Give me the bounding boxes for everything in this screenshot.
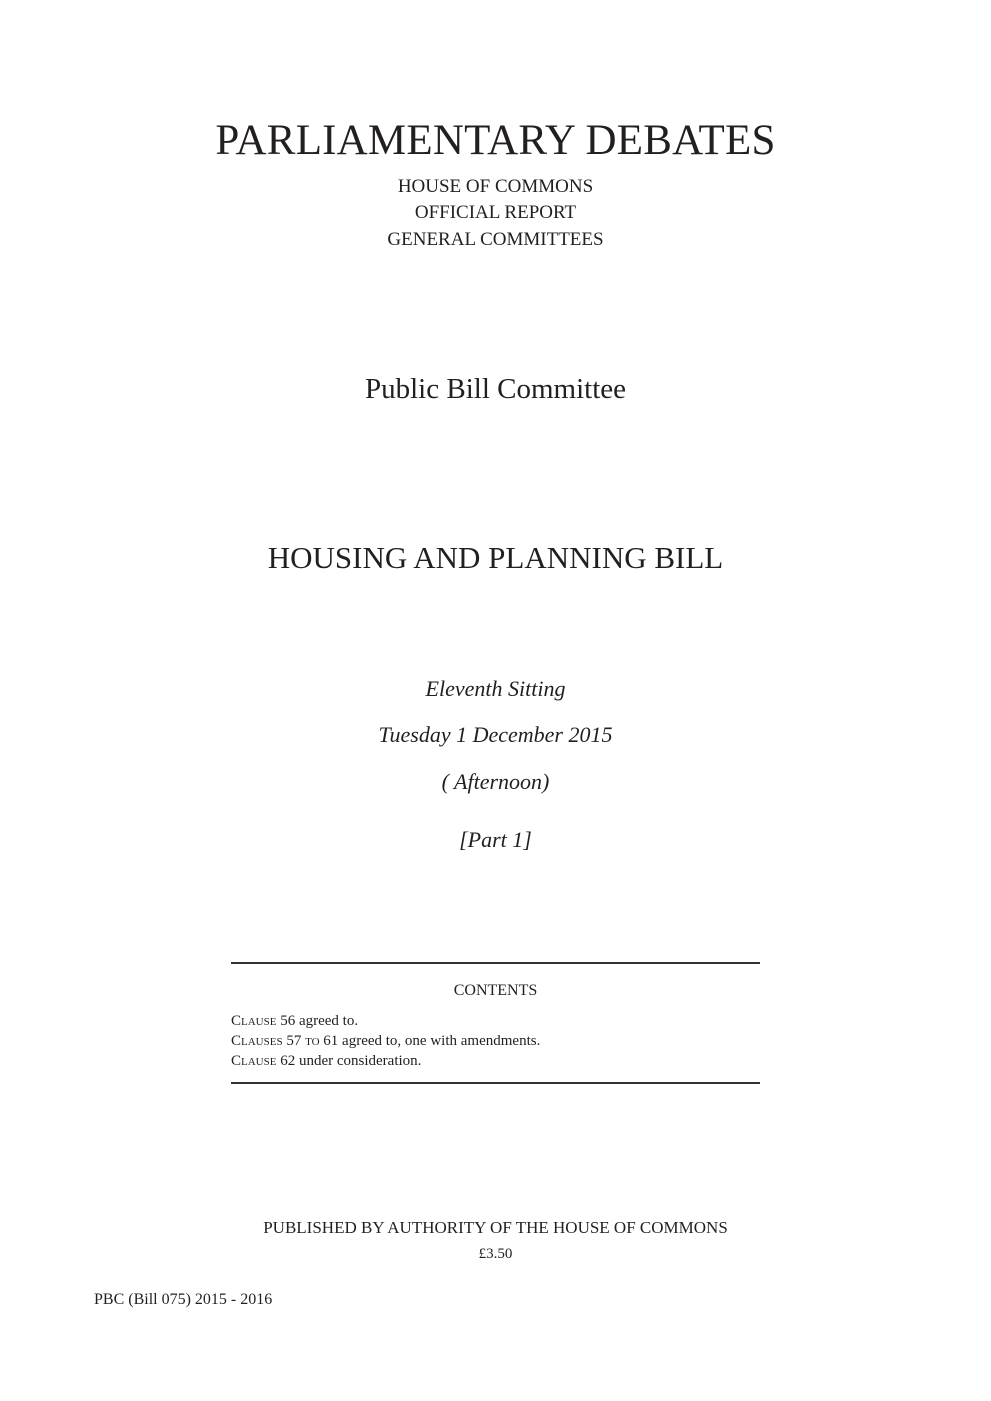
contents-item-label: Clause [231,1013,277,1029]
sitting-part: [Part 1] [459,827,532,852]
committees-subtitle: GENERAL COMMITTEES [387,229,604,250]
contents-item-text: 56 agreed to. [276,1013,359,1029]
contents-item-label: Clause [231,1053,277,1069]
contents-item-text: 57 [282,1033,306,1049]
price: £3.50 [478,1246,513,1262]
contents-item-text-continued: 61 agreed to, one with amendments. [319,1033,541,1049]
committee-name: Public Bill Committee [365,373,626,405]
sitting-period: ( Afternoon) [441,769,550,794]
contents-item [231,1051,760,1071]
contents-top-rule [231,962,760,964]
contents-item-label: Clauses [231,1033,283,1049]
report-subtitle: OFFICIAL REPORT [414,202,577,223]
sitting-name: Eleventh Sitting [425,676,566,701]
contents-heading: CONTENTS [453,982,538,999]
contents-item [231,1031,760,1051]
contents-bottom-rule [231,1082,760,1084]
publication-title: PARLIAMENTARY DEBATES [215,117,776,164]
bill-reference: PBC (Bill 075) 2015 - 2016 [94,1291,273,1308]
contents-item [231,1011,760,1031]
contents-item-text: 62 under consideration. [276,1053,422,1069]
contents-list [231,1011,760,1071]
house-subtitle: HOUSE OF COMMONS [397,176,594,197]
sitting-date: Tuesday 1 December 2015 [378,722,613,747]
publication-authority: PUBLISHED BY AUTHORITY OF THE HOUSE OF COMMONS [263,1218,728,1237]
bill-title: HOUSING AND PLANNING BILL [267,540,724,575]
contents-item-connector: to [305,1033,320,1049]
